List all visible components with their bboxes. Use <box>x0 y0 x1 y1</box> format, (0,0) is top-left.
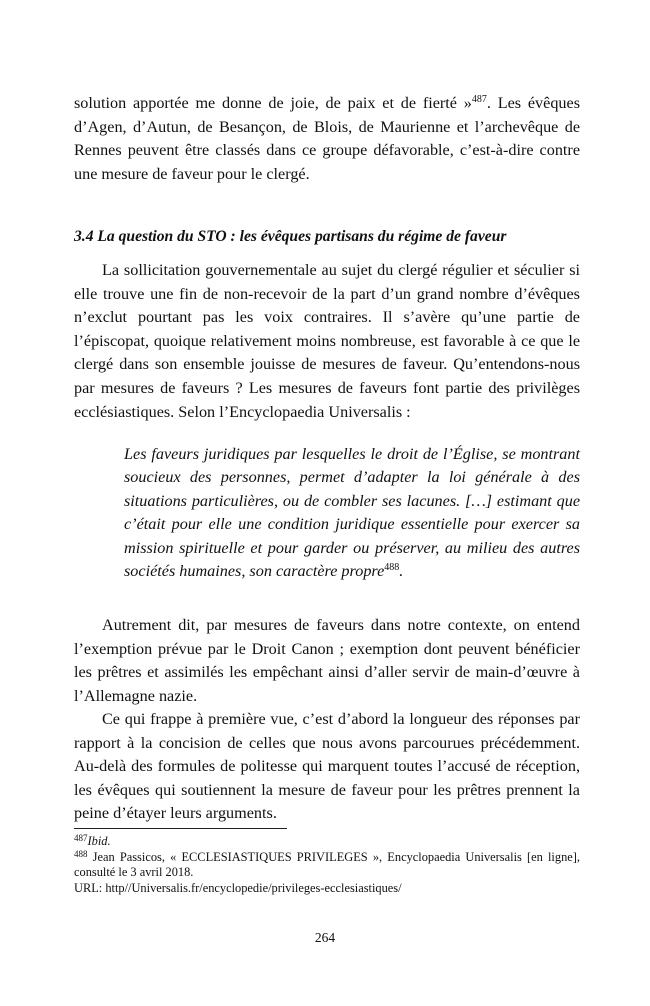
page-number: 264 <box>314 930 336 945</box>
footnote-ref-488: 488 <box>384 562 400 574</box>
paragraph-context: Autrement dit, par mesures de faveurs dans notre contexte, on entend l’exemption prévue par le Droit Canon ; exemption dont peuvent bénéficier les prêtres et assimilés les empêchant ainsi d’aller servir de main-d’œuvre à l’Allemagne nazie. <box>74 616 580 705</box>
paragraph-top-text-b: . Les évêques d’Agen, d’Autun, de Besançon, de Blois, de Maurienne et l’archevêque de Rennes peuvent être classés dans ce groupe défavorable, c’est-à-dire contre une mesure de faveur pour le clergé. <box>74 94 580 183</box>
footnotes <box>74 834 580 896</box>
footnote-url: URL: http//Universalis.fr/encyclopedie/privileges-ecclesiastiques/ <box>74 880 402 895</box>
footnote-487 <box>74 834 580 850</box>
block-quote-end: . <box>399 562 404 581</box>
footnote-ref-487: 487 <box>471 94 487 105</box>
footnote-number: 487 <box>74 833 88 843</box>
footnote-488 <box>74 850 580 881</box>
block-quote <box>124 443 580 583</box>
paragraph-top <box>74 92 580 186</box>
footnote-text: Jean Passicos, « ECCLESIASTIQUES PRIVILEGES », Encyclopaedia Universalis [en ligne], consulté le 3 avril 2018. <box>74 849 580 880</box>
paragraph-response: Ce qui frappe à première vue, c’est d’abord la longueur des réponses par rapport à la concision de celles que nous avons parcourues précédemment. Au-delà des formules de politesse qui marquent toutes l’accusé de réception, les évêques qui soutiennent la mesure de faveur pour les prêtres prennent la peine d’étayer leurs arguments. <box>74 710 580 823</box>
section-heading: 3.4 La question du STO : les évêques partisans du régime de faveur <box>74 228 507 245</box>
footnote-divider <box>74 828 287 829</box>
block-quote-text: Les faveurs juridiques par lesquelles le droit de l’Église, se montrant soucieux des personnes, permet d’adapter la loi générale à des situations particulières, ou de combler ses lacunes. […] estimant que c’était pour elle une condition juridique essentielle pour exercer sa mission spirituelle et pour garder ou préserver, au milieu des autres sociétés humaines, son caractère propre <box>124 445 580 581</box>
paragraph-top-text-a: solution apportée me donne de joie, de paix et de fierté » <box>74 94 472 112</box>
footnote-text: Ibid. <box>87 834 111 848</box>
footnote-number: 488 <box>74 848 88 859</box>
paragraph-intro: La sollicitation gouvernementale au sujet du clergé régulier et séculier si elle trouve une fin de non-recevoir de la part d’un grand nombre d’évêques n’exclut pourtant pas les voix contraires. Il s’avère qu’une partie de l’épiscopat, quoique relativement moins nombreuse, est favorable à ce que le clergé dans son ensemble jouisse de mesures de faveur. Qu’entendons-nous par mesures de faveurs ? Les mesures de faveurs font partie des privilèges ecclésiastiques. Selon l’Encyclopaedia Universalis : <box>74 261 580 421</box>
